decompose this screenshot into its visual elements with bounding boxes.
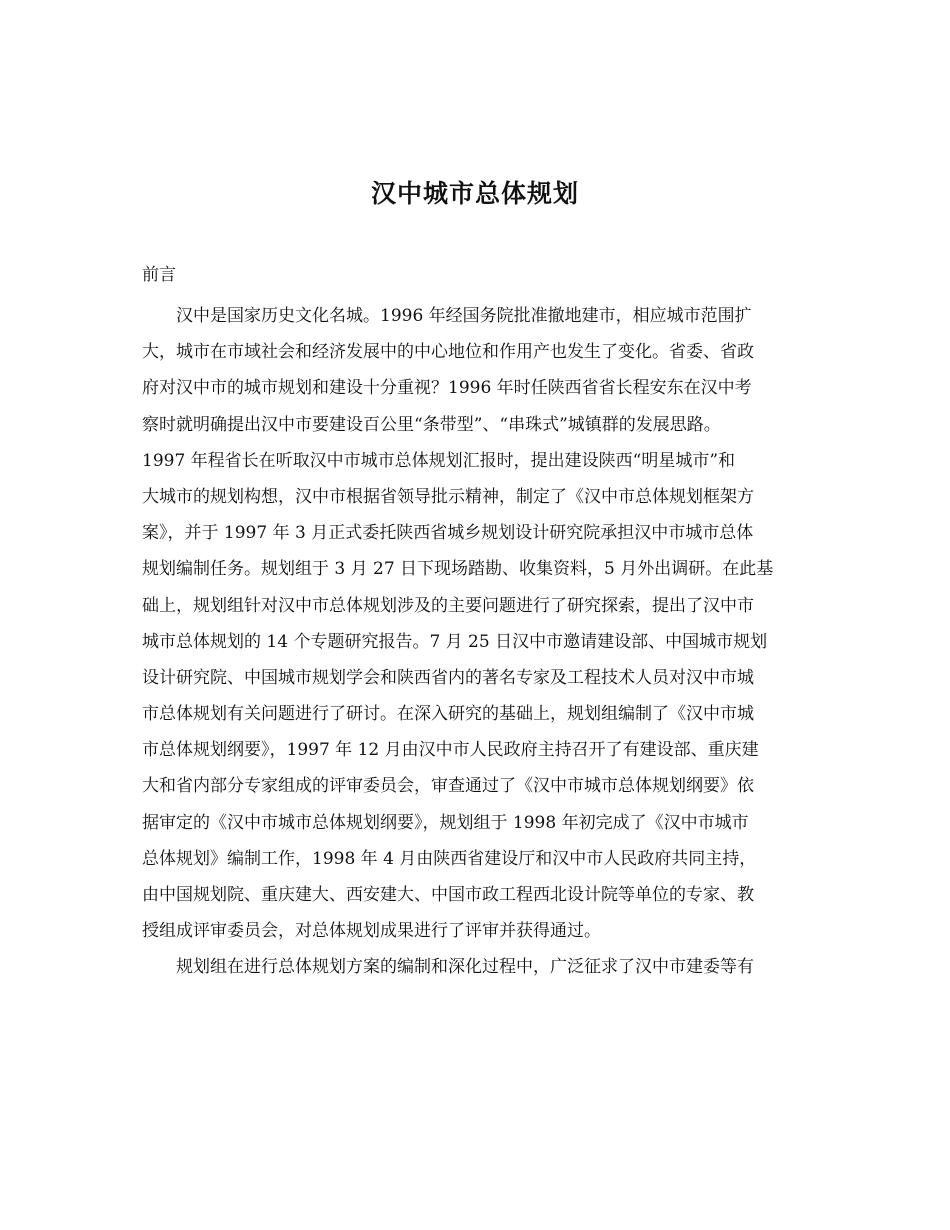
paragraph-line: 设计研究院、中国城市规划学会和陕西省内的著名专家及工程技术人员对汉中市城 — [142, 667, 754, 688]
paragraph-line: 大，城市在市域社会和经济发展中的中心地位和作用产也发生了变化。省委、省政 — [142, 342, 754, 363]
paragraph-line: 规划组在进行总体规划方案的编制和深化过程中，广泛征求了汉中市建委等有 — [176, 957, 754, 978]
paragraph-line: 城市总体规划的 14 个专题研究报告。7 月 25 日汉中市邀请建设部、中国城市规划 — [142, 631, 768, 652]
paragraph-line: 府对汉中市的城市规划和建设十分重视？1996 年时任陕西省省长程安东在汉中考 — [142, 378, 752, 399]
paragraph-line: 础上，规划组针对汉中市总体规划涉及的主要问题进行了研究探索，提出了汉中市 — [142, 595, 754, 616]
paragraph-line: 察时就明确提出汉中市要建设百公里“条带型”、“串珠式”城镇群的发展思路。 — [142, 414, 721, 435]
section-heading-preface: 前言 — [142, 265, 176, 285]
paragraph-line: 规划编制任务。规划组于 3 月 27 日下现场踏勘、收集资料，5 月外出调研。在此基 — [142, 559, 774, 580]
paragraph-line: 1997 年程省长在听取汉中市城市总体规划汇报时，提出建设陕西“明星城市”和 — [142, 450, 736, 471]
paragraph-line: 市总体规划纲要》，1997 年 12 月由汉中市人民政府主持召开了有建设部、重庆建 — [142, 740, 759, 761]
paragraph-line: 授组成评审委员会，对总体规划成果进行了评审并获得通过。 — [142, 921, 601, 942]
paragraph-line: 据审定的《汉中市城市总体规划纲要》，规划组于 1998 年初完成了《汉中市城市 — [142, 812, 749, 833]
paragraph-line: 总体规划》编制工作，1998 年 4 月由陕西省建设厅和汉中市人民政府共同主持， — [142, 848, 757, 869]
paragraph-line: 由中国规划院、重庆建大、西安建大、中国市政工程西北设计院等单位的专家、教 — [142, 885, 754, 905]
document-title: 汉中城市总体规划 — [370, 179, 579, 208]
body-text — [142, 298, 814, 986]
paragraph-line: 案》，并于 1997 年 3 月正式委托陕西省城乡规划设计研究院承担汉中市城市总体 — [142, 523, 754, 544]
paragraph-line: 大城市的规划构想，汉中市根据省领导批示精神，制定了《汉中市总体规划框架方 — [142, 486, 754, 507]
paragraph-line: 汉中是国家历史文化名城。1996 年经国务院批准撤地建市，相应城市范围扩 — [176, 306, 752, 326]
paragraph-line: 大和省内部分专家组成的评审委员会，审查通过了《汉中市城市总体规划纲要》依 — [142, 776, 754, 797]
paragraph-line: 市总体规划有关问题进行了研讨。在深入研究的基础上，规划组编制了《汉中市城 — [142, 704, 754, 725]
